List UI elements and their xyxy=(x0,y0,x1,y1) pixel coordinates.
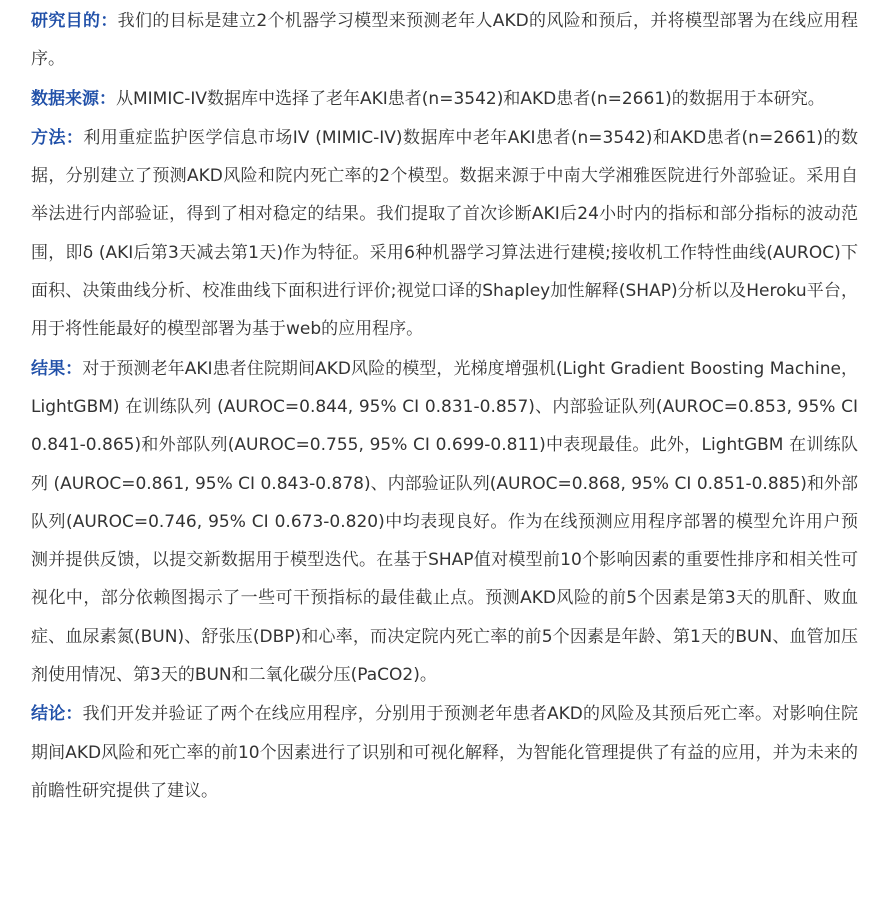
section-conclusion xyxy=(31,695,858,810)
section-text: 我们开发并验证了两个在线应用程序，分别用于预测老年患者AKD的风险及其预后死亡率。对影响住院期间AKD风险和死亡率的前10个因素进行了识别和可视化解释，为智能化管理提供了有益的应用，并为未来的前瞻性研究提供了建议。 xyxy=(31,704,859,801)
section-text: 对于预测老年AKI患者住院期间AKD风险的模型，光梯度增强机(Light Gradient Boosting Machine，LightGBM) 在训练队列 (AUROC=0.844, 95% CI 0.831-0.857)、内部验证队列(AUROC=0.853, 95% CI 0.841-0.865)和外部队列(AUROC=0.755, 95% CI 0.699-0.811)中表现最佳。此外，LightGBM 在训练队列 (AUROC=0.861, 95% CI 0.843-0.878)、内部验证队列(AUROC=0.868, 95% CI 0.851-0.885)和外部队列(AUROC=0.746, 95% CI 0.673-0.820)中均表现良好。作为在线预测应用程序部署的模型允许用户预测并提供反馈，以提交新数据用于模型迭代。在基于SHAP值对模型前10个影响因素的重要性排序和相关性可视化中，部分依赖图揭示了一些可干预指标的最佳截止点。预测AKD风险的前5个因素是第3天的肌酐、败血症、血尿素氮(BUN)、舒张压(DBP)和心率，而决定院内死亡率的前5个因素是年龄、第1天的BUN、血管加压剂使用情况、第3天的BUN和二氧化碳分压(PaCO2)。 xyxy=(31,358,859,686)
section-label: 研究目的： xyxy=(31,11,118,31)
section-text: 利用重症监护医学信息市场IV (MIMIC-IV)数据库中老年AKI患者(n=3542)和AKD患者(n=2661)的数据，分别建立了预测AKD风险和院内死亡率的2个模型。数据来源于中南大学湘雅医院进行外部验证。采用自举法进行内部验证，得到了相对稳定的结果。我们提取了首次诊断AKI后24小时内的指标和部分指标的波动范围，即δ (AKI后第3天减去第1天)作为特征。采用6种机器学习算法进行建模;接收机工作特性曲线(AUROC)下面积、决策曲线分析、校准曲线下面积进行评价;视觉口译的Shapley加性解释(SHAP)分析以及Heroku平台，用于将性能最好的模型部署为基于web的应用程序。 xyxy=(31,127,858,340)
section-objective xyxy=(31,2,858,79)
section-results xyxy=(31,350,858,695)
section-label: 数据来源： xyxy=(31,88,116,109)
section-text: 从MIMIC-IV数据库中选择了老年AKI患者(n=3542)和AKD患者(n=2661)的数据用于本研究。 xyxy=(116,88,825,109)
section-data-source xyxy=(31,80,858,118)
section-methods xyxy=(31,119,858,349)
section-label: 结论： xyxy=(31,704,83,725)
section-text: 我们的目标是建立2个机器学习模型来预测老年人AKD的风险和预后，并将模型部署为在线应用程序。 xyxy=(31,11,859,70)
section-label: 结果： xyxy=(31,358,83,379)
section-label: 方法： xyxy=(31,127,84,148)
